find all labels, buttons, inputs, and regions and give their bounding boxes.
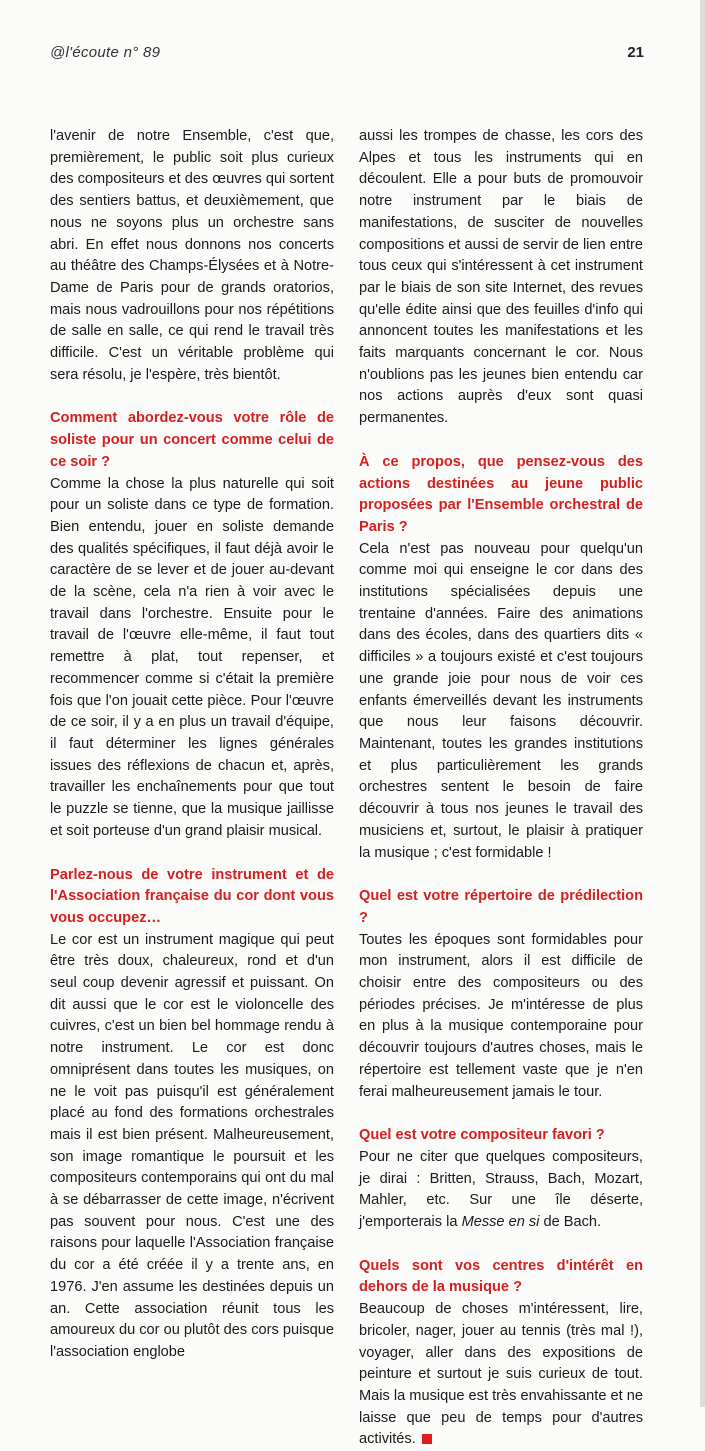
answer-composer bbox=[359, 1147, 643, 1234]
question-heading-repertoire: Quel est votre répertoire de prédilection ? bbox=[359, 888, 643, 926]
right-column bbox=[359, 126, 643, 1451]
question-heading-interests: Quels sont vos centres d'intérêt en dehors de la musique ? bbox=[359, 1257, 643, 1296]
work-title: Messe en si bbox=[461, 1214, 540, 1231]
page-number: 21 bbox=[627, 44, 644, 61]
answer-composer-end: de Bach. bbox=[539, 1214, 602, 1231]
page-edge bbox=[700, 0, 705, 1407]
answer-young-public: Cela n'est pas nouveau pour quelqu'un comme moi qui enseigne le cor dans des institutions spécialisées depuis une trentaine d'années. Faire des animations dans des écoles, dans des quartiers dits « difficiles » a toujours existé et c'est toujours une grande joie pour nous de voir ces enfants émerveillés devant les instruments que nous leur faisons découvrir. Maintenant, toutes les grandes institutions et plus particulièrement les grands orchestres sentent le besoin de faire découvrir à tous nos jeunes le travail des musiciens et, surtout, le plaisir à pratiquer la musique ; c'est formidable ! bbox=[359, 540, 643, 861]
answer-soloist: Comme la chose la plus naturelle qui soit pour un soliste dans ce type de formation. Bien entendu, jouer en soliste demande des qualités spécifiques, il faut déjà avoir le caractère de se lever et de jouer au-devant de la scène, cela n'a rien à voir avec le travail dans l'orchestre. Ensuite pour le travail de l'œuvre elle-même, il faut tout remettre à plat, tout repenser, et recommencer comme si c'était la première fois que l'on jouait cette pièce. Pour l'œuvre de ce soir, il y a en plus un travail d'équipe, il faut déterminer les lignes générales issues des réflexions de chacun et, après, travailler les enchaînements pour que tout le puzzle se tienne, que la musique jaillisse et soit porteuse d'un grand plaisir musical. bbox=[50, 475, 334, 839]
left-column bbox=[50, 126, 334, 1364]
intro-paragraph: l'avenir de notre Ensemble, c'est que, premièrement, le public soit plus curieux des compositeurs et des œuvres qui sortent des sentiers battus, et deuxièmement, que nous ne soyons plus un orchestre sans abri. En effet nous donnons nos concerts au théâtre des Champs-Élysées et à Notre-Dame de Paris pour de grands oratorios, mais nous vadrouillons pour nos répétitions de salle en salle, ce qui rend le travail très difficile. C'est un véritable problème qui sera résolu, je l'espère, très bientôt. bbox=[50, 128, 334, 383]
answer-composer-text: Pour ne citer que quelques compositeurs, je dirai : Britten, Strauss, Bach, Mozart, Mahler, etc. Sur une île déserte, j'emporterais la bbox=[359, 1148, 643, 1231]
question-heading-instrument: Parlez-nous de votre instrument et de l'Association française du cor dont vous vous occupez… bbox=[50, 866, 334, 926]
question-heading-composer: Quel est votre compositeur favori ? bbox=[359, 1127, 605, 1144]
continued-paragraph: aussi les trompes de chasse, les cors des Alpes et tous les instruments qui en découlent. Elle a pour buts de promouvoir notre instrument par le biais de manifestations, de susciter de nouvelles compositions et aussi de servir de lien entre tous ceux qui s'intéressent à cet instrument par le biais de son site Internet, des revues qu'elle édite ainsi que des feuilles d'info qui annoncent toutes les manifestations et les faits marquants concernant le cor. Nous n'oublions pas les jeunes bien entendu car nos actions auprès d'eux sont quasi permanentes. bbox=[359, 128, 643, 427]
issue-label: @l'écoute n° 89 bbox=[50, 44, 161, 61]
answer-interests bbox=[359, 1299, 643, 1451]
answer-repertoire: Toutes les époques sont formidables pour mon instrument, alors il est difficile de choisir entre des compositeurs ou des périodes précises. Je m'intéresse de plus en plus à la musique contemporaine pour découvrir toujours d'autres choses, mais le répertoire est tellement vaste que je n'en ferai malheureusement jamais le tour. bbox=[359, 931, 643, 1100]
question-heading-young-public: À ce propos, que pensez-vous des actions destinées au jeune public proposées par l'Ensemble orchestral de Paris ? bbox=[359, 453, 643, 535]
page-header bbox=[50, 44, 644, 66]
end-of-article-square-icon bbox=[422, 1434, 432, 1444]
question-heading-soloist: Comment abordez-vous votre rôle de soliste pour un concert comme celui de ce soir ? bbox=[50, 410, 334, 470]
answer-instrument: Le cor est un instrument magique qui peut être très doux, chaleureux, rond et d'un seul coup devenir agressif et puissant. On dit aussi que le cor est le violoncelle des cuivres, c'est un bien bel hommage rendu à notre instrument. Le cor est donc omniprésent dans toutes les musiques, on ne le voit pas puisqu'il est généralement placé au fond des formations orchestrales mais il est bien présent. Malheureusement, son image romantique le poursuit et les compositeurs contemporains qui ont du mal à se débarrasser de cette image, n'écrivent pas souvent pour nous. C'est une des raisons pour laquelle l'Association française du cor a été créée il y a trente ans, en 1976. J'en assume les destinées depuis un an. Cette association réunit tous les amoureux du cor ou plutôt des cors puisque l'association englobe bbox=[50, 931, 334, 1360]
answer-interests-text: Beaucoup de choses m'intéressent, lire, bricoler, nager, jouer au tennis (très mal !), voyager, aller dans des expositions de peinture et surtout je suis curieux de tout. Mais la musique est très envahissante et ne laisse que peu de temps pour d'autres activités. bbox=[359, 1301, 643, 1448]
